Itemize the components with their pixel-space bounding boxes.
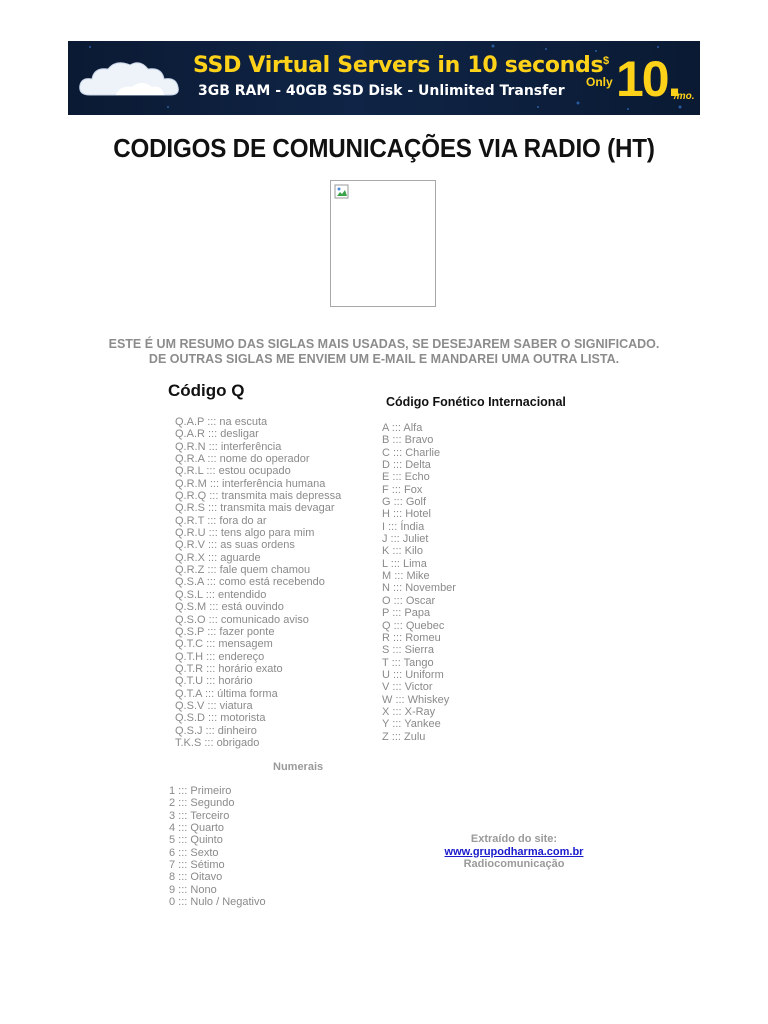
- codigo-q-item: Q.S.P ::: fazer ponte: [175, 625, 275, 638]
- banner-price: 10.: [616, 51, 680, 107]
- fonetico-item: P ::: Papa: [382, 607, 431, 620]
- banner-per-month: /mo.: [674, 91, 695, 102]
- codigo-q-item: Q.T.A ::: última forma: [175, 687, 278, 700]
- banner-headline: SSD Virtual Servers in 10 seconds: [193, 53, 604, 78]
- codigo-q-item: Q.R.X ::: aguarde: [175, 551, 261, 564]
- codigo-q-item: Q.T.U ::: horário: [175, 675, 253, 688]
- fonetico-item: E ::: Echo: [382, 471, 430, 484]
- broken-image-placeholder: [330, 180, 436, 307]
- codigo-q-item: Q.S.D ::: motorista: [175, 712, 266, 725]
- banner-only: Only: [586, 75, 613, 89]
- numeral-item: 6 ::: Sexto: [169, 846, 219, 859]
- fonetico-item: D ::: Delta: [382, 459, 431, 472]
- fonetico-heading: Código Fonético Internacional: [386, 395, 566, 409]
- fonetico-list: [382, 422, 456, 743]
- fonetico-item: S ::: Sierra: [382, 644, 434, 657]
- intro-text: [0, 337, 768, 367]
- fonetico-item: B ::: Bravo: [382, 434, 434, 447]
- codigo-q-item: Q.R.Q ::: transmita mais depressa: [175, 490, 342, 503]
- codigo-q-item: Q.T.H ::: endereço: [175, 650, 265, 663]
- fonetico-item: U ::: Uniform: [382, 668, 444, 681]
- numeral-item: 1 ::: Primeiro: [169, 785, 232, 797]
- codigo-q-item: Q.T.C ::: mensagem: [175, 638, 273, 651]
- codigo-q-item: Q.R.L ::: estou ocupado: [175, 465, 291, 478]
- fonetico-item: V ::: Victor: [382, 681, 433, 694]
- codigo-q-item: Q.S.M ::: está ouvindo: [175, 601, 284, 614]
- fonetico-item: J ::: Juliet: [382, 533, 429, 546]
- numeral-item: 0 ::: Nulo / Negativo: [169, 896, 266, 909]
- codigo-q-item: Q.R.V ::: as suas ordens: [175, 539, 295, 552]
- fonetico-item: Y ::: Yankee: [382, 718, 441, 731]
- source-credit: [430, 833, 598, 871]
- banner-subline: 3GB RAM - 40GB SSD Disk - Unlimited Transfer: [198, 83, 565, 99]
- ad-banner[interactable]: [68, 41, 700, 115]
- fonetico-item: Z ::: Zulu: [382, 730, 426, 743]
- numerais-list: [169, 785, 266, 908]
- codigo-q-item: Q.S.L ::: entendido: [175, 588, 267, 601]
- numeral-item: 8 ::: Oitavo: [169, 871, 223, 884]
- fonetico-item: O ::: Oscar: [382, 594, 436, 607]
- codigo-q-item: Q.S.J ::: dinheiro: [175, 724, 257, 737]
- codigo-q-item: Q.R.N ::: interferência: [175, 440, 282, 453]
- fonetico-item: T ::: Tango: [382, 656, 434, 669]
- codigo-q-item: Q.A.P ::: na escuta: [175, 416, 268, 428]
- source-label: Extraído do site:: [470, 833, 558, 845]
- fonetico-item: L ::: Lima: [382, 557, 427, 570]
- numeral-item: 4 ::: Quarto: [169, 822, 225, 835]
- fonetico-item: W ::: Whiskey: [382, 693, 450, 706]
- codigo-q-item: Q.A.R ::: desligar: [175, 428, 259, 441]
- codigo-q-item: Q.S.V ::: viatura: [175, 699, 253, 712]
- codigo-q-item: Q.S.O ::: comunicado aviso: [175, 613, 309, 626]
- codigo-q-list: [175, 416, 341, 749]
- codigo-q-item: Q.R.S ::: transmita mais devagar: [175, 502, 335, 515]
- fonetico-item: Q ::: Quebec: [382, 619, 445, 632]
- codigo-q-item: Q.S.A ::: como está recebendo: [175, 576, 325, 589]
- source-caption: Radiocomunicação: [463, 858, 565, 870]
- fonetico-item: X ::: X-Ray: [382, 705, 436, 718]
- numeral-item: 2 ::: Segundo: [169, 797, 235, 810]
- codigo-q-heading: Código Q: [168, 381, 245, 400]
- codigo-q-item: T.K.S ::: obrigado: [175, 736, 260, 749]
- fonetico-item: I ::: Índia: [382, 520, 425, 533]
- intro-line-1: ESTE É UM RESUMO DAS SIGLAS MAIS USADAS, SE DESEJAREM SABER O SIGNIFICADO.: [108, 337, 660, 351]
- codigo-q-item: Q.R.M ::: interferência humana: [175, 477, 326, 490]
- page-title: CODIGOS DE COMUNICAÇÕES VIA RADIO (HT): [113, 133, 655, 163]
- fonetico-item: F ::: Fox: [382, 483, 423, 496]
- numeral-item: 7 ::: Sétimo: [169, 859, 225, 872]
- source-link[interactable]: www.grupodharma.com.br: [444, 845, 584, 858]
- fonetico-item: C ::: Charlie: [382, 446, 441, 459]
- codigo-q-item: Q.R.Z ::: fale quem chamou: [175, 564, 311, 577]
- numeral-item: 3 ::: Terceiro: [169, 809, 230, 822]
- codigo-q-item: Q.R.U ::: tens algo para mim: [175, 527, 315, 540]
- fonetico-item: A ::: Alfa: [382, 422, 423, 434]
- intro-line-2: DE OUTRAS SIGLAS ME ENVIEM UM E-MAIL E MANDAREI UMA OUTRA LISTA.: [148, 352, 620, 366]
- codigo-q-item: Q.T.R ::: horário exato: [175, 662, 283, 675]
- fonetico-item: M ::: Mike: [382, 570, 430, 583]
- fonetico-item: K ::: Kilo: [382, 545, 423, 558]
- codigo-q-item: Q.R.T ::: fora do ar: [175, 514, 267, 527]
- numerais-heading: Numerais: [273, 761, 324, 773]
- numeral-item: 5 ::: Quinto: [169, 834, 223, 847]
- fonetico-item: N ::: November: [382, 582, 456, 595]
- fonetico-item: R ::: Romeu: [382, 631, 441, 644]
- fonetico-item: H ::: Hotel: [382, 508, 431, 521]
- fonetico-item: G ::: Golf: [382, 496, 427, 509]
- numeral-item: 9 ::: Nono: [169, 883, 217, 896]
- cloud-icon: [76, 55, 186, 101]
- broken-image-icon: [334, 184, 350, 200]
- banner-currency: $: [603, 55, 610, 67]
- codigo-q-item: Q.R.A ::: nome do operador: [175, 453, 310, 466]
